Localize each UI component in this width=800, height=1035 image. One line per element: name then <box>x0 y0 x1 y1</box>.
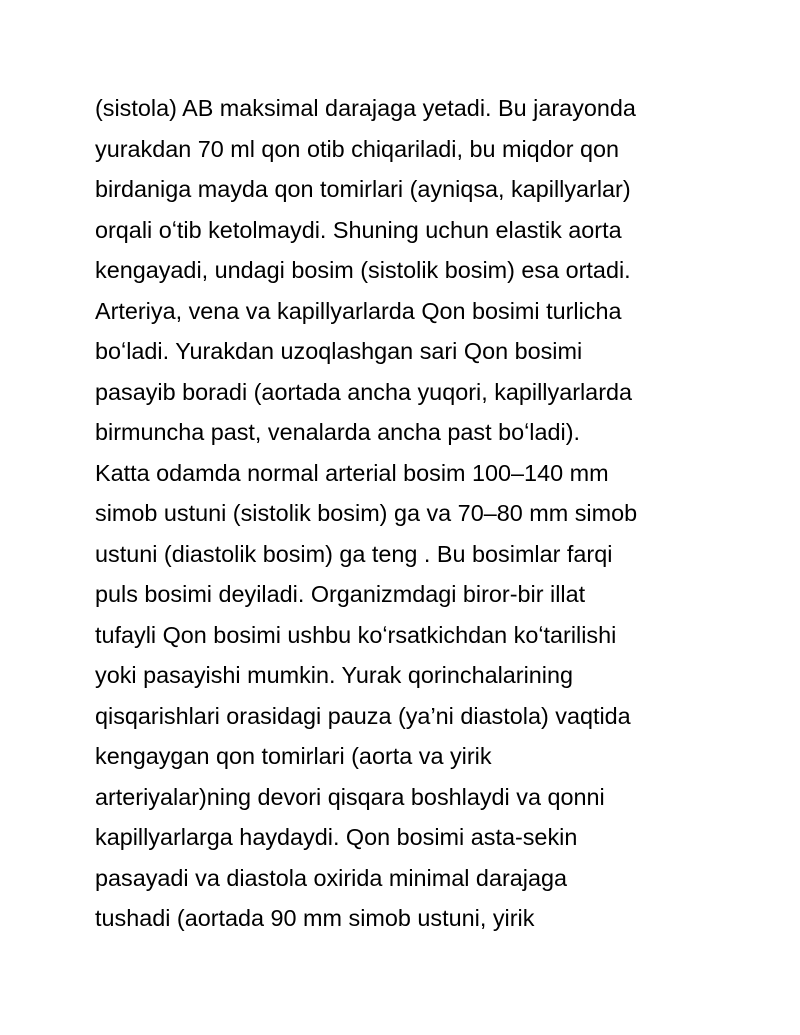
text-line: arteriyalar)ning devori qisqara boshlaydi va qonni <box>95 783 605 810</box>
text-line: tushadi (aortada 90 mm simob ustuni, yirik <box>95 905 535 931</box>
text-line: ustuni (diastolik bosim) ga teng . Bu bosimlar farqi <box>95 540 613 567</box>
text-line: yoki pasayishi mumkin. Yurak qorinchalarining <box>95 662 574 688</box>
text-line: kengayadi, undagi bosim (sistolik bosim) esa ortadi. <box>95 257 631 283</box>
text-line: Katta odamda normal arterial bosim 100–140 mm <box>95 459 609 486</box>
text-line: tufayli Qon bosimi ushbu koʻrsatkichdan koʻtarilishi <box>95 621 617 648</box>
text-line: birmuncha past, venalarda ancha past boʻladi). <box>95 419 581 445</box>
text-line: pasayib boradi (aortada ancha yuqori, kapillyarlarda <box>95 378 633 405</box>
text-line: puls bosimi deyiladi. Organizmdagi biror-bir illat <box>95 581 586 607</box>
text-line: kapillyarlarga haydaydi. Qon bosimi asta-sekin <box>95 824 578 850</box>
text-line: simob ustuni (sistolik bosim) ga va 70–80 mm simob <box>95 500 638 526</box>
text-line: (sistola) AB maksimal darajaga yetadi. Bu jarayonda <box>95 95 636 121</box>
text-line: pasayadi va diastola oxirida minimal darajaga <box>95 864 567 891</box>
text-line: qisqarishlari orasidagi pauza (ya’ni diastola) vaqtida <box>95 702 631 729</box>
text-line: kengaygan qon tomirlari (aorta va yirik <box>95 743 492 769</box>
body-text <box>95 88 735 939</box>
text-line: Arteriya, vena va kapillyarlarda Qon bosimi turlicha <box>95 297 622 324</box>
text-line: birdaniga mayda qon tomirlari (ayniqsa, kapillyarlar) <box>95 176 631 202</box>
text-line: boʻladi. Yurakdan uzoqlashgan sari Qon bosimi <box>95 338 583 364</box>
text-line: orqali oʻtib ketolmaydi. Shuning uchun elastik aorta <box>95 216 622 243</box>
text-line: yurakdan 70 ml qon otib chiqariladi, bu miqdor qon <box>95 135 620 162</box>
